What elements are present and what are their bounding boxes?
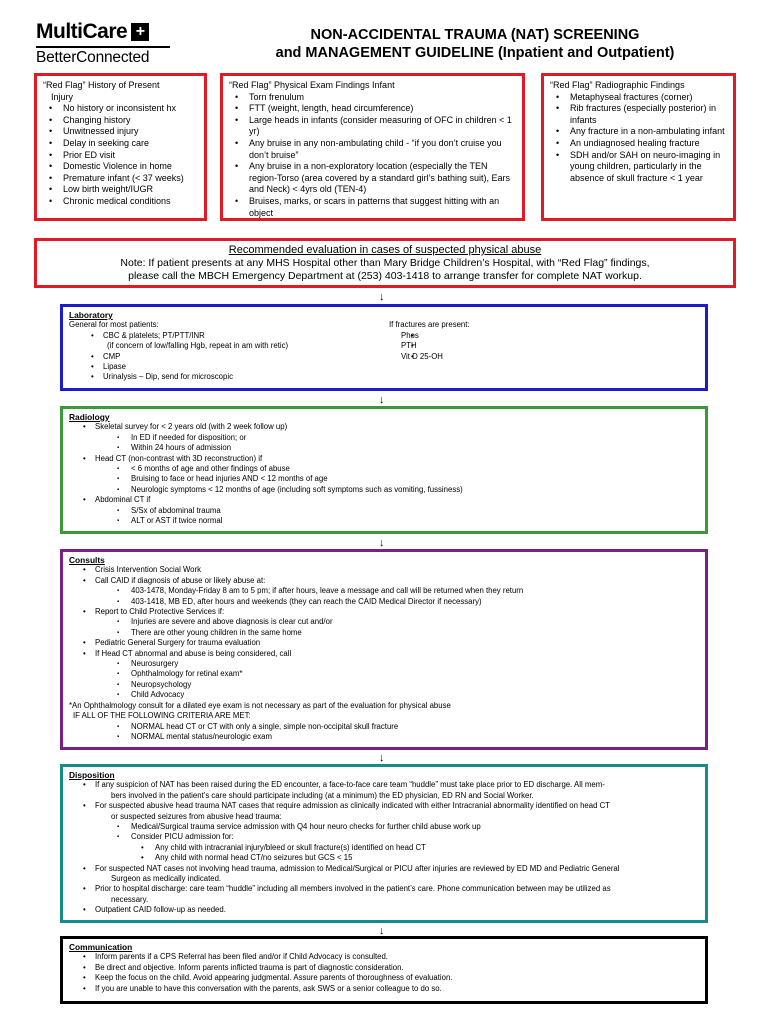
disposition-heading: Disposition [69, 770, 115, 780]
list-item: • Torn frenulum [229, 92, 516, 104]
list-item: ▪ Ophthalmology for retinal exam* [69, 669, 699, 679]
list-item: • Any child with intracranial injury/bleed or skull fracture(s) identified on head CT [69, 843, 699, 853]
list-item: • Outpatient CAID follow-up as needed. [69, 905, 699, 915]
list-item: ▪ 403-1478, Monday-Friday 8 am to 5 pm; if after hours, leave a message and call will be returned when they return [69, 586, 699, 596]
list-item: • Any bruise in a non-exploratory location (especially the TEN region-Torso (area covered by a standard girl’s bathing suit), Ears and Neck) < 4yrs old (TEN-4) [229, 161, 516, 196]
list-item: • Premature infant (< 37 weeks) [43, 173, 198, 185]
list-item: • If Head CT abnormal and abuse is being considered, call [69, 649, 699, 659]
red-flag-exam-list [229, 92, 516, 220]
recommended-note-2: please call the MBCH Emergency Department at (253) 403-1418 to arrange transfer for complete NAT workup. [128, 270, 642, 282]
list-item-continued: bers involved in the patient’s care should participate including (at a minimum) the ED physician, ED RN and Social Worker. [111, 790, 534, 800]
red-flag-exam-title: “Red Flag” Physical Exam Findings Infant [229, 80, 395, 90]
list-item: ▪ Consider PICU admission for: [69, 832, 699, 842]
list-item: • Bruises, marks, or scars in patterns that suggest hitting with an object [229, 196, 516, 219]
list-item: ▪ There are other young children in the same home [69, 628, 699, 638]
list-item: • Urinalysis – Dip, send for microscopic [69, 372, 389, 382]
title-line-1: NON-ACCIDENTAL TRAUMA (NAT) SCREENING [310, 27, 640, 43]
red-flag-radiographic-title: “Red Flag” Radiographic Findings [550, 80, 685, 90]
radiology-section [60, 406, 708, 534]
list-item: ▪ Bruising to face or head injuries AND < 12 months of age [69, 474, 699, 484]
list-item: • Vit D 25-OH [389, 352, 689, 362]
recommended-note-1: Note: If patient presents at any MHS Hospital other than Mary Bridge Children’s Hospital, with “Red Flag” findings, [120, 257, 650, 269]
list-item: ▪ < 6 months of age and other findings of abuse [69, 464, 699, 474]
list-item: • Prior ED visit [43, 150, 198, 162]
list-item: • An undiagnosed healing fracture [550, 138, 727, 150]
list-item: • Large heads in infants (consider measuring of OFC in children < 1 yr) [229, 115, 516, 138]
laboratory-general-label: General for most patients: [69, 320, 159, 330]
list-item: • Delay in seeking care [43, 138, 198, 150]
list-item: • Crisis Intervention Social Work [69, 565, 699, 575]
down-arrow-icon: ↓ [379, 537, 385, 549]
list-item: • If you are unable to have this conversation with the parents, ask SWS or a senior colleague to do so. [69, 984, 699, 994]
list-item: ▪ Neuropsychology [69, 680, 699, 690]
list-item: • Changing history [43, 115, 198, 127]
list-item: • No history or inconsistent hx [43, 103, 198, 115]
list-item: • Any child with normal head CT/no seizures but GCS < 15 [69, 853, 699, 863]
list-item: • Inform parents if a CPS Referral has been filed and/or if Child Advocacy is consulted. [69, 952, 699, 962]
down-arrow-icon: ↓ [379, 394, 385, 406]
list-item: ▪ Child Advocacy [69, 690, 699, 700]
list-item: • Phos [389, 331, 689, 341]
list-item: • Head CT (non-contrast with 3D reconstruction) if [69, 454, 699, 464]
list-item: • Any fracture in a non-ambulating infant [550, 126, 727, 138]
red-flag-radiographic-box [541, 73, 736, 221]
list-item: ▪ Neurologic symptoms < 12 months of age (including soft symptoms such as vomiting, fussiness) [69, 485, 699, 495]
list-item: ▪ In ED if needed for disposition; or [69, 433, 699, 443]
list-item: • Call CAID if diagnosis of abuse or likely abuse at: [69, 576, 699, 586]
list-item: • Abdominal CT if [69, 495, 699, 505]
list-item: • Unwitnessed injury [43, 126, 198, 138]
multicare-logo [36, 20, 176, 67]
list-item: • Low birth weight/IUGR [43, 184, 198, 196]
list-item: ▪ S/Sx of abdominal trauma [69, 506, 699, 516]
list-item-continued: necessary. [111, 894, 149, 904]
communication-section [60, 936, 708, 1004]
list-item: • For suspected abusive head trauma NAT cases that require admission as clinically indicated with either Intracranial abnormality identified on head CT [69, 801, 699, 811]
red-flag-history-title-2: Injury [51, 91, 74, 102]
red-flag-history-title: “Red Flag” History of Present [43, 80, 160, 90]
list-item: • Be direct and objective. Inform parents inflicted trauma is part of diagnostic consideration. [69, 963, 699, 973]
list-item: ▪ NORMAL mental status/neurologic exam [69, 732, 699, 742]
down-arrow-icon: ↓ [379, 291, 385, 303]
list-item: ▪ ALT or AST if twice normal [69, 516, 699, 526]
laboratory-section [60, 304, 708, 391]
down-arrow-icon: ↓ [379, 925, 385, 937]
logo-divider [36, 46, 170, 48]
recommended-evaluation-box [34, 238, 736, 288]
list-item: • PTH [389, 341, 689, 351]
list-item: • Chronic medical conditions [43, 196, 198, 208]
plus-icon: + [131, 23, 149, 41]
cbc-note: (if concern of low/falling Hgb, repeat in am with retic) [107, 341, 289, 351]
red-flag-exam-box [220, 73, 525, 221]
list-item: ▪ NORMAL head CT or CT with only a single, simple non-occipital skull fracture [69, 722, 699, 732]
red-flag-radiographic-list [550, 92, 727, 185]
list-item: • CMP [69, 352, 389, 362]
list-item: • Metaphyseal fractures (corner) [550, 92, 727, 104]
list-item: • Rib fractures (especially posterior) in infants [550, 103, 727, 126]
list-item: • Skeletal survey for < 2 years old (with 2 week follow up) [69, 422, 699, 432]
logo-tagline: BetterConnected [36, 49, 150, 66]
red-flag-history-box [34, 73, 207, 221]
list-item: ▪ Neurosurgery [69, 659, 699, 669]
list-item: • CBC & platelets; PT/PTT/INR [69, 331, 389, 341]
disposition-section [60, 764, 708, 923]
communication-heading: Communication [69, 942, 133, 952]
list-item: • If any suspicion of NAT has been raised during the ED encounter, a face-to-face care team “huddle” must take place prior to ED discharge. All mem- [69, 780, 699, 790]
list-item: • For suspected NAT cases not involving head trauma, admission to Medical/Surgical or PICU after injuries are reviewed by ED MD and Pediatric General [69, 864, 699, 874]
list-item: ▪ Injuries are severe and above diagnosis is clear cut and/or [69, 617, 699, 627]
title-line-2: and MANAGEMENT GUIDELINE (Inpatient and Outpatient) [275, 45, 675, 61]
list-item: • Pediatric General Surgery for trauma evaluation [69, 638, 699, 648]
consults-heading: Consults [69, 555, 105, 565]
page-title [210, 26, 740, 62]
list-item: • Keep the focus on the child. Avoid appearing judgmental. Assure parents of thoroughness of evaluation. [69, 973, 699, 983]
laboratory-heading: Laboratory [69, 310, 113, 320]
list-item: • SDH and/or SAH on neuro-imaging in young children, particularly in the absence of skull fracture < 1 year [550, 150, 727, 185]
laboratory-fracture-label: If fractures are present: [389, 320, 470, 330]
list-item: • Any bruise in any non-ambulating child - “if you don’t cruise you don’t bruise” [229, 138, 516, 161]
red-flag-history-list [43, 103, 198, 207]
ophthalmology-note: *An Ophthalmology consult for a dilated eye exam is not necessary as part of the evaluation for physical abuse [69, 700, 451, 710]
down-arrow-icon: ↓ [379, 752, 385, 764]
recommended-heading: Recommended evaluation in cases of suspected physical abuse [228, 244, 542, 256]
consults-section [60, 549, 708, 750]
list-item: ▪ Within 24 hours of admission [69, 443, 699, 453]
list-item-continued: or suspected seizures from abusive head trauma: [111, 811, 282, 821]
list-item: • Prior to hospital discharge: care team “huddle” including all members involved in the patient’s care. Phone communication between may be utilized as [69, 884, 699, 894]
list-item: • Lipase [69, 362, 389, 372]
list-item: • FTT (weight, length, head circumference) [229, 103, 516, 115]
list-item: ▪ Medical/Surgical trauma service admission with Q4 hour neuro checks for further child abuse work up [69, 822, 699, 832]
logo-brand: MultiCare [36, 20, 128, 43]
criteria-heading: IF ALL OF THE FOLLOWING CRITERIA ARE MET: [73, 711, 251, 721]
radiology-heading: Radiology [69, 412, 110, 422]
list-item: ▪ 403-1418, MB ED, after hours and weekends (they can reach the CAID Medical Director if necessary) [69, 597, 699, 607]
list-item: • Domestic Violence in home [43, 161, 198, 173]
list-item-continued: Surgeon as medically indicated. [111, 874, 222, 884]
list-item: • Report to Child Protective Services if: [69, 607, 699, 617]
